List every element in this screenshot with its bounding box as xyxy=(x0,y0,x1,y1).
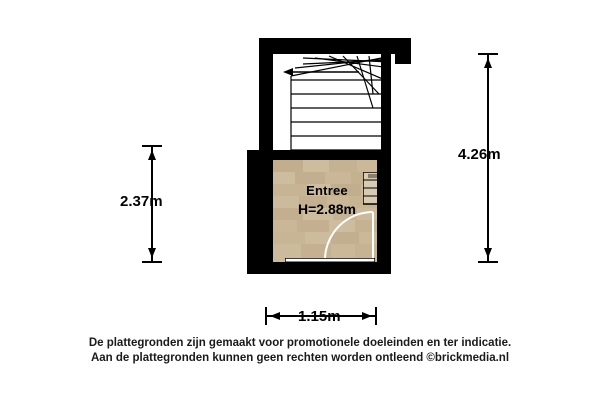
dimension-right-label: 4.26m xyxy=(458,146,501,163)
wall-divider xyxy=(259,150,391,160)
disclaimer-line-1: De plattegronden zijn gemaakt voor promotionele doeleinden en ter indicatie. xyxy=(88,337,512,349)
disclaimer-line-2: Aan de plattegronden kunnen geen rechten worden ontleend ©brickmedia.nl xyxy=(90,352,510,364)
dimension-bottom-label: 1.15m xyxy=(298,308,341,325)
wall-bottom xyxy=(247,262,391,274)
wall-top xyxy=(259,38,411,54)
wall-right-upper xyxy=(395,38,411,64)
room-name-label: Entree xyxy=(306,183,348,198)
wall-left-upper xyxy=(259,38,273,156)
disclaimer-caption xyxy=(0,336,600,366)
room-height-label: H=2.88m xyxy=(298,201,356,217)
staircase-steps xyxy=(273,54,391,150)
wall-left-lower xyxy=(247,150,273,274)
wall-right-staircase xyxy=(381,54,391,154)
dimension-left-label: 2.37m xyxy=(120,193,163,210)
